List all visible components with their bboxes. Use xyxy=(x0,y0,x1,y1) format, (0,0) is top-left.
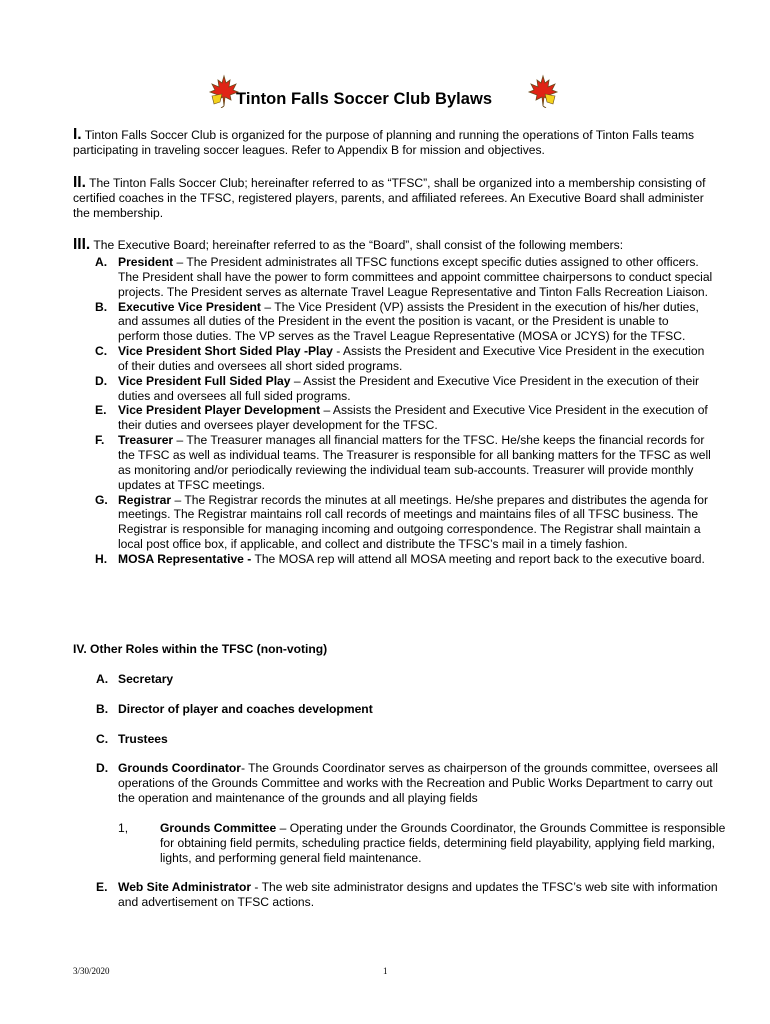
list-item xyxy=(73,255,713,300)
item-desc: – Operating under the Grounds Coordinator, the Grounds Committee is responsible for obtaining field permits, scheduling practice fields, determining field playability, applying field marking, lights, and performing general field maintenance. xyxy=(160,821,726,865)
section-2-text: The Tinton Falls Soccer Club; hereinafter referred to as “TFSC”, shall be organized into a membership consisting of certified coaches in the TFSC, registered players, parents, and affiliated referees. An Executive Board shall administer the membership. xyxy=(73,176,706,221)
item-role: Director of player and coaches development xyxy=(118,702,373,716)
item-desc: – The President administrates all TFSC functions except specific duties assigned to other officers. The President shall have the power to form committees and appoint committee chairpersons to conduct special projects. The President serves as alternate Travel League Representative and Tinton Falls Recreation Liaison. xyxy=(118,255,713,299)
item-label: B. xyxy=(96,702,109,716)
list-item xyxy=(96,672,718,687)
footer-page-number: 1 xyxy=(383,966,388,976)
board-members-list xyxy=(73,255,713,567)
item-label: E. xyxy=(96,880,108,894)
list-item xyxy=(96,880,718,910)
section-1-text: Tinton Falls Soccer Club is organized for the purpose of planning and running the operations of Tinton Falls teams participating in traveling soccer leagues. Refer to Appendix B for mission and objectives. xyxy=(73,128,695,158)
item-role: Grounds Coordinator xyxy=(118,761,241,775)
list-item xyxy=(73,552,713,567)
section-3-intro xyxy=(73,237,713,253)
list-item xyxy=(96,761,718,806)
item-role: MOSA Representative - xyxy=(118,551,252,566)
grounds-committee-item xyxy=(118,821,728,866)
item-label: F. xyxy=(95,433,105,448)
item-label: C. xyxy=(95,344,108,359)
item-desc: - The web site administrator designs and updates the TFSC’s web site with information and advertisement on TFSC actions. xyxy=(118,880,718,909)
item-role: Secretary xyxy=(118,672,174,686)
item-role: President xyxy=(118,255,174,269)
item-desc: The MOSA rep will attend all MOSA meeting and report back to the executive board. xyxy=(251,551,705,566)
item-desc: – Assist the President and Executive Vice President in the execution of their duties and oversees all full sided programs. xyxy=(118,373,700,403)
page-title: Tinton Falls Soccer Club Bylaws xyxy=(236,90,493,108)
list-item xyxy=(73,300,713,345)
list-item xyxy=(73,344,713,374)
section-3-numeral: III. xyxy=(73,236,91,253)
item-label: D. xyxy=(95,373,108,388)
item-label: D. xyxy=(96,761,109,775)
item-label: H. xyxy=(95,551,108,566)
list-item xyxy=(73,374,713,404)
section-2-numeral: II. xyxy=(73,174,86,191)
footer-date: 3/30/2020 xyxy=(73,966,110,976)
item-role: Vice President Short Sided Play -Play xyxy=(118,344,333,359)
item-label: G. xyxy=(95,492,108,507)
item-desc: - Assists the President and Executive Vice President in the execution of their duties and oversees all short sided programs. xyxy=(118,344,705,373)
item-desc: – Assists the President and Executive Vice President in the execution of their duties and oversees player development for the TFSC. xyxy=(118,403,708,433)
item-label: 1, xyxy=(118,821,129,835)
section-2 xyxy=(73,175,713,222)
item-role: Executive Vice President xyxy=(118,299,261,314)
item-label: B. xyxy=(95,299,108,314)
maple-leaf-icon xyxy=(527,74,559,108)
item-desc: – The Registrar records the minutes at all meetings. He/she prepares and distributes the agenda for meetings. The Registrar maintains roll call records of meetings and maintains files of all TFSC business. The Registrar is responsible for managing incoming and outgoing correspondence. The Registrar shall maintain a local post office box, if applicable, and collect and distribute the TFSC’s mail in a timely fashion. xyxy=(118,492,709,552)
list-item xyxy=(96,732,718,747)
list-item xyxy=(96,702,718,717)
item-label: A. xyxy=(95,255,108,269)
list-item xyxy=(73,493,713,552)
item-role: Registrar xyxy=(118,492,172,507)
item-label: E. xyxy=(95,403,107,418)
item-role: Trustees xyxy=(118,732,168,746)
item-desc: – The Vice President (VP) assists the President in the execution of his/her duties, and assumes all duties of the President in the event the position is vacant, or the President is unable to perform those duties. The VP serves as the Travel League Representative (MOSA or JCYS) for the TFSC. xyxy=(118,299,699,344)
item-role: Web Site Administrator xyxy=(118,880,252,894)
item-role: Grounds Committee xyxy=(160,821,277,835)
title-row xyxy=(0,74,770,114)
item-label: C. xyxy=(96,732,109,746)
list-item xyxy=(73,433,713,492)
list-item xyxy=(73,403,713,433)
item-desc: - The Grounds Coordinator serves as chairperson of the grounds committee, oversees all operations of the Grounds Committee and works with the Recreation and Public Works Department to carry out the operation and maintenance of the grounds and all playing fields xyxy=(118,761,718,805)
section-4-heading: IV. Other Roles within the TFSC (non-voting) xyxy=(73,642,328,656)
section-3-text: The Executive Board; hereinafter referred to as the “Board”, shall consist of the following members: xyxy=(90,238,624,252)
item-label: A. xyxy=(96,672,109,686)
item-desc: – The Treasurer manages all financial matters for the TFSC. He/she keeps the financial records for the TFSC as well as individual teams. The Treasurer is responsible for all banking matters for the TFSC as well as monitoring and/or periodically reviewing the individual team sub-accounts. Treasurer will provide monthly updates at TFSC meetings. xyxy=(118,433,711,492)
item-role: Vice President Player Development xyxy=(118,403,321,418)
item-role: Vice President Full Sided Play xyxy=(118,373,291,388)
item-role: Treasurer xyxy=(118,433,174,448)
section-1 xyxy=(73,127,713,158)
section-1-numeral: I. xyxy=(73,126,82,143)
